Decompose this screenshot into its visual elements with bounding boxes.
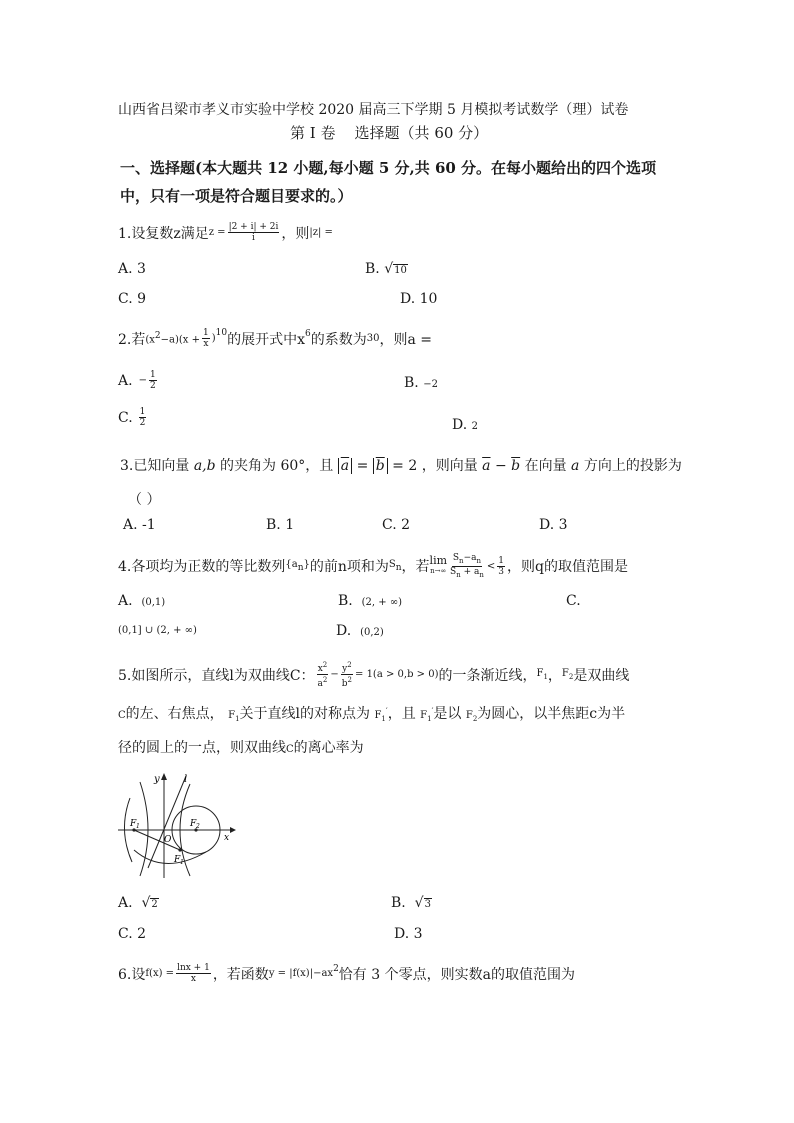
q4-lt: < xyxy=(486,560,496,572)
q5-frac-y-den xyxy=(341,675,353,689)
q2-frac-den: x xyxy=(203,339,209,349)
q2-expr-b: −a)(x + xyxy=(160,334,200,346)
q3-vec-b: $\overline{b}$ xyxy=(375,458,385,474)
q5-l2-prime: ′ xyxy=(385,706,388,716)
q2-mid: 的展开式中x xyxy=(227,331,305,348)
q6-mid: ，若函数 xyxy=(212,966,269,983)
q5-x: x xyxy=(317,664,323,674)
q2-mid2: 的系数为 xyxy=(310,331,367,348)
q2-option-d-value: 2 xyxy=(471,421,479,432)
volume-number: 第 I 卷 xyxy=(290,124,336,142)
q1-option-c: C. 9 xyxy=(118,291,147,307)
q1-prefix: 1.设复数z满足 xyxy=(118,225,209,242)
q5-l2-j: 为圆心，以半焦距c为半 xyxy=(477,706,626,722)
q3-ab: a,b xyxy=(193,458,216,474)
q1-abs: |z| = xyxy=(309,227,333,238)
y-axis-arrow-icon xyxy=(161,773,167,780)
q5-l2-b: 的左、右焦点， xyxy=(125,706,224,722)
q5-l2-c: C xyxy=(118,710,126,721)
q5-option-b-value: 3 xyxy=(424,899,431,910)
question-6 xyxy=(118,963,575,984)
q5-f2-sub: 2 xyxy=(568,673,574,681)
q3-option-c: C. 2 xyxy=(382,517,411,533)
q5-mid: 的一条渐近线， xyxy=(438,667,537,684)
q1-option-b-value: 10 xyxy=(394,265,407,276)
q5-option-b xyxy=(391,895,432,911)
q5-a-sq: 2 xyxy=(322,676,328,684)
q5-y: y xyxy=(342,664,348,674)
question-1 xyxy=(118,222,333,243)
q5-f1-f: F xyxy=(536,668,544,679)
q2-option-a-label: A. xyxy=(118,372,133,389)
question-3 xyxy=(120,455,682,475)
document-title: 山西省吕梁市孝义市实验中学校 2020 届高三下学期 5 月模拟考试数学（理）试卷 xyxy=(118,102,629,118)
q4-frac-num xyxy=(452,553,482,567)
q3-vec-b2: $\overline{b}$ xyxy=(511,458,521,474)
section-heading-line1: 一、选择题(本大题共 12 小题,每小题 5 分,共 60 分。在每小题给出的四个选项 xyxy=(120,159,657,177)
q5-option-a xyxy=(118,895,159,911)
q4-option-a-label: A. xyxy=(118,593,133,609)
q2-option-d-label: D. xyxy=(452,417,468,433)
q5-f2 xyxy=(562,668,573,681)
q4-option-c-label: C. xyxy=(566,593,581,609)
q4-third-den: 3 xyxy=(498,566,504,577)
q2-option-c-den: 2 xyxy=(139,418,146,428)
q5-b-sq: 2 xyxy=(347,676,353,684)
q5-option-d: D. 3 xyxy=(394,926,423,942)
q4-third xyxy=(497,556,505,577)
q2-option-b xyxy=(404,375,438,391)
q2-option-a-sign: − xyxy=(138,375,147,386)
q4-num-sub: n xyxy=(459,556,464,565)
q5-l2-d: 关于直线l的对称点为 xyxy=(239,706,371,722)
q3-option-d: D. 3 xyxy=(539,517,568,533)
q5-x-sq: 2 xyxy=(322,661,328,669)
q5-l2-h: 是以 xyxy=(433,706,462,722)
fig-y-label: y xyxy=(154,774,160,785)
q1-option-d: D. 10 xyxy=(400,291,438,307)
q1-denominator: i xyxy=(252,233,255,243)
q5-l2-f1-sub: 1 xyxy=(235,715,240,723)
fig-x-label: x xyxy=(224,833,230,843)
q5-f1 xyxy=(536,668,547,681)
q5-frac-x-den xyxy=(317,675,329,689)
q5-frac-y-num xyxy=(341,660,353,675)
volume-name: 选择题（共 60 分） xyxy=(354,124,489,142)
q5-f2-f: F xyxy=(561,668,569,679)
q2-six: 6 xyxy=(304,328,311,339)
q5-l2-f2 xyxy=(466,710,477,721)
sqrt-icon: √ xyxy=(141,895,151,911)
q5-comma: ， xyxy=(547,667,562,684)
q5-b: b xyxy=(341,679,348,689)
q5-l2-i-sub: 2 xyxy=(472,715,478,723)
q5-prefix: 5.如图所示，直线l为双曲线C： xyxy=(118,667,315,684)
q1-post: ，则 xyxy=(281,225,310,242)
q5-l3-post: 的离心率为 xyxy=(293,740,364,756)
q5-minus: − xyxy=(330,669,339,680)
q3-eq2: = 2 xyxy=(392,458,418,474)
q2-option-c-num: 1 xyxy=(139,407,146,417)
q5-l2-f1 xyxy=(228,710,239,721)
q4-option-b-value: (2, + ∞) xyxy=(361,597,403,608)
q3-vec-a3: a xyxy=(571,458,580,474)
q1-option-b-label: B. xyxy=(365,261,380,277)
q3-mid2: ，则向量 xyxy=(421,458,478,474)
q2-option-a xyxy=(118,370,159,391)
q2-thirty: 30 xyxy=(366,333,380,344)
q1-fraction xyxy=(228,222,280,243)
q6-numerator: lnx + 1 xyxy=(177,963,210,973)
q3-option-b: B. 1 xyxy=(266,517,295,533)
q4-sn xyxy=(389,559,402,573)
q5-l2-f: ，且 xyxy=(387,706,416,722)
q5-l2-f1p2 xyxy=(420,706,434,723)
q4-option-d-label: D. xyxy=(336,623,352,639)
q5-l3-a: 径的圆上的一点，则双曲线 xyxy=(118,740,286,756)
q4-lim-sub: n→∞ xyxy=(430,567,447,576)
q4-seq xyxy=(285,559,310,573)
q4-num-a-sub: n xyxy=(476,556,481,565)
q5-line-3 xyxy=(118,737,364,757)
q2-expr: $(x^2-a)(x$ + xyxy=(145,331,200,346)
q3-mid: 的夹角为 60°，且 xyxy=(220,458,334,474)
q4-frac-den xyxy=(449,567,485,580)
q5-l2-f1p-f: F xyxy=(374,710,382,721)
question-4 xyxy=(118,553,628,580)
q5-option-c: C. 2 xyxy=(118,926,147,942)
q3-mid3: 在向量 xyxy=(524,458,567,474)
q5-l2-f1p-sub: 1 xyxy=(381,715,386,723)
q5-l3-c: C xyxy=(286,744,294,755)
q5-y-sq: 2 xyxy=(347,661,352,669)
q3-option-a: A. -1 xyxy=(123,517,156,533)
q6-prefix: 6.设 xyxy=(118,966,146,983)
q4-den-a: + a xyxy=(460,566,480,577)
fig-o-label: O xyxy=(164,835,172,845)
fig-f1p-sub: 1 xyxy=(180,859,184,866)
q3-eq: = xyxy=(356,458,369,474)
q3-prefix: 3.已知向量 xyxy=(120,458,190,474)
section-heading-line2: 中，只有一项是符合题目要求的。） xyxy=(120,187,353,205)
q2-option-a-frac xyxy=(149,370,157,391)
q4-num-s: S xyxy=(452,553,460,563)
q5-l2-f1-f: F xyxy=(228,710,236,721)
q5-a: a xyxy=(317,679,323,689)
q5-l2-i: F xyxy=(465,710,473,721)
q6-fraction xyxy=(176,963,211,984)
q4-den-s: S xyxy=(450,566,457,577)
q4-lim: lim xyxy=(429,554,448,568)
q4-fraction xyxy=(449,553,485,580)
question-2 xyxy=(118,328,432,349)
q4-seq-sub: n xyxy=(297,563,304,574)
q1-option-a: A. 3 xyxy=(118,261,146,277)
q3-post: 方向上的投影为 xyxy=(583,458,682,474)
q4-sn-sub: n xyxy=(395,563,402,574)
q2-fraction xyxy=(202,328,210,349)
sqrt-icon: √ xyxy=(414,895,424,911)
q6-y: y = |f(x)|−ax xyxy=(268,968,334,979)
f1-prime-point xyxy=(178,848,181,851)
fig-f1p-label: F xyxy=(174,855,181,865)
fig-f2-sub: 2 xyxy=(196,823,200,830)
q4-sn-s: S xyxy=(388,559,396,571)
x-axis-arrow-icon xyxy=(230,827,236,833)
q4-den-a-sub: n xyxy=(479,570,484,579)
q2-option-c-label: C. xyxy=(118,409,133,426)
q1-numerator: |2 + i| + 2i xyxy=(228,222,279,232)
q5-l2-f1p xyxy=(374,706,388,723)
q5-l2-g-sub: 1 xyxy=(427,715,432,723)
q4-num-a: −a xyxy=(463,553,477,563)
q4-seq-a: {a xyxy=(285,559,298,571)
q4-option-d-value: (0,2) xyxy=(360,627,384,638)
q4-option-b-label: B. xyxy=(338,593,353,609)
q5-line-2 xyxy=(118,703,625,723)
q2-option-a-den: 2 xyxy=(149,381,156,391)
hyperbola-figure xyxy=(118,770,246,880)
q2-power: 10 xyxy=(215,327,228,338)
q1-option-b xyxy=(365,261,408,277)
q4-option-c-value: (0,1] ∪ (2, + ∞) xyxy=(118,625,197,636)
q2-option-b-label: B. xyxy=(404,375,419,391)
q5-f1-sub: 1 xyxy=(543,673,548,681)
volume-label xyxy=(290,122,488,143)
q5-option-a-value: 2 xyxy=(151,899,158,910)
q3-norm-a xyxy=(338,458,352,474)
q4-option-d xyxy=(336,623,384,639)
q3-minus: − xyxy=(490,458,512,474)
q4-option-a-value: (0,1) xyxy=(141,597,166,608)
q1-z: z = xyxy=(208,227,226,238)
q4-prefix: 4.各项均为正数的等比数列 xyxy=(118,559,286,576)
q2-option-c xyxy=(118,407,148,428)
hyperbola-left-branch xyxy=(140,782,148,876)
q2-frac-num: 1 xyxy=(202,328,209,338)
q5-l2-g: F xyxy=(420,710,428,721)
fig-f2-label: F xyxy=(190,819,197,829)
q6-sq: 2 xyxy=(333,963,339,974)
q2-close: ) xyxy=(211,333,216,344)
fig-l-label: l xyxy=(184,774,188,785)
q4-post: ，则q的取值范围是 xyxy=(506,559,628,576)
q5-option-a-label: A. xyxy=(118,895,133,911)
q6-denominator: x xyxy=(190,974,196,984)
sqrt-icon: √ xyxy=(384,261,394,277)
q4-mid2: ，若 xyxy=(401,559,430,576)
q5-frac-x xyxy=(317,660,329,689)
q4-seq-close: } xyxy=(303,559,310,571)
q4-limit xyxy=(430,556,447,576)
q2-option-d xyxy=(452,417,478,433)
q3-norm-b xyxy=(373,458,388,474)
q3-answer-paren: （ ） xyxy=(128,492,161,508)
q4-third-num: 1 xyxy=(498,555,504,566)
q4-option-a xyxy=(118,593,165,609)
q2-post: ，则a = xyxy=(379,331,432,348)
q3-vec-a: $\overline{a}$ xyxy=(340,458,350,474)
q2-option-b-value: −2 xyxy=(423,379,438,390)
q5-eq: = 1(a > 0,b > 0) xyxy=(355,669,439,680)
q2-prefix: 2.若 xyxy=(118,331,146,348)
q6-post: 恰有 3 个零点，则实数a的取值范围为 xyxy=(338,966,575,983)
q4-den-sub: n xyxy=(456,570,461,579)
q2-option-a-num: 1 xyxy=(149,370,156,380)
q5-frac-y xyxy=(341,660,353,689)
q2-expr-a: (x xyxy=(145,334,155,346)
q2-option-c-frac xyxy=(139,407,147,428)
fig-f1-label: F xyxy=(130,819,137,829)
q6-fx: f(x) = xyxy=(145,968,175,979)
q4-mid: 的前n项和为 xyxy=(309,559,389,576)
q5-post: 是双曲线 xyxy=(573,667,630,684)
q5-l2-gp: ′ xyxy=(431,706,434,716)
q5-frac-x-num xyxy=(317,660,329,675)
fig-f1-sub: 1 xyxy=(136,823,140,830)
question-5 xyxy=(118,660,629,689)
q5-option-b-label: B. xyxy=(391,895,406,911)
q3-vec-a2: $\overline{a}$ xyxy=(482,458,491,474)
q4-option-b xyxy=(338,593,402,609)
